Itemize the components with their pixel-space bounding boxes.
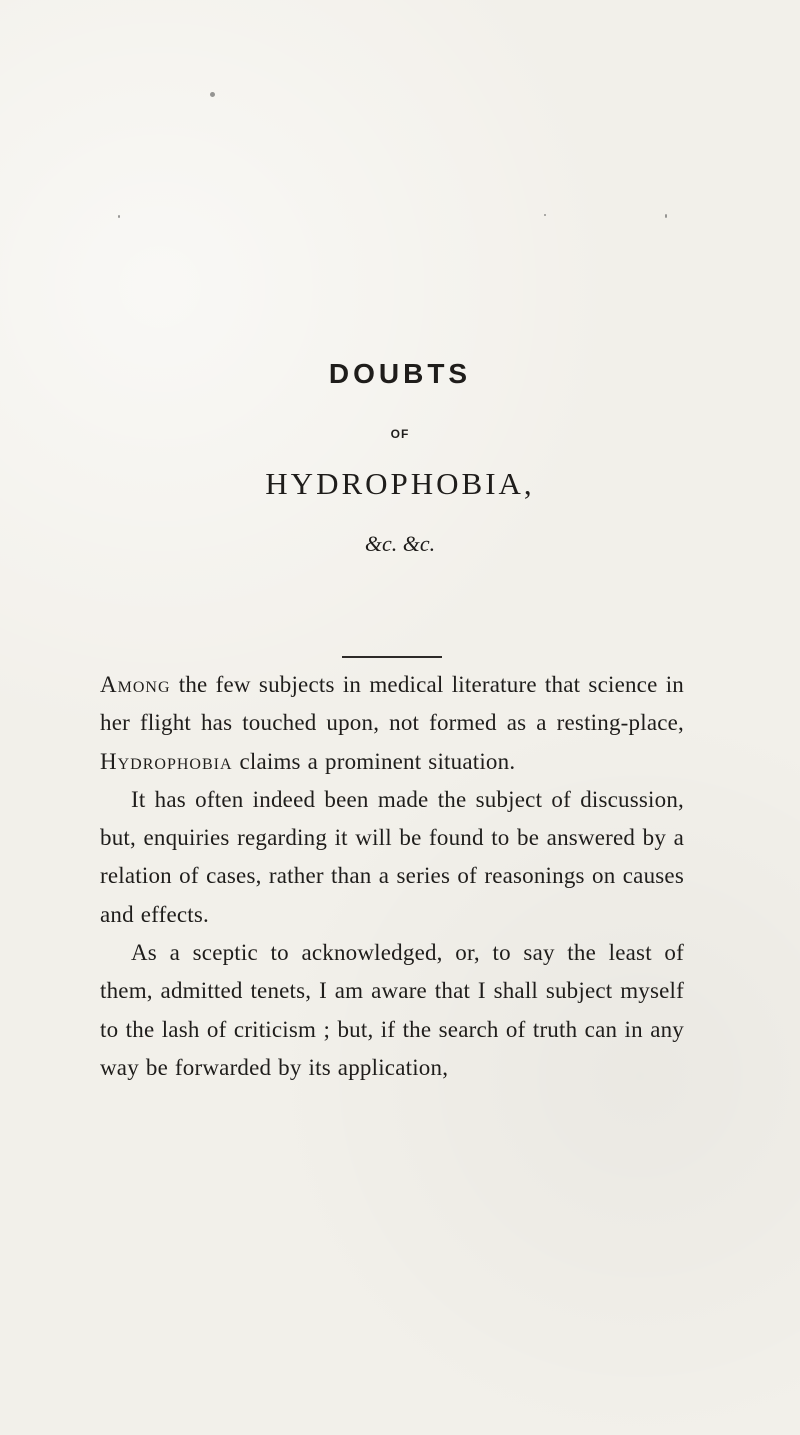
section-divider xyxy=(342,656,442,658)
book-subject: HYDROPHOBIA, xyxy=(265,466,535,501)
paragraph-text: claims a prominent situation. xyxy=(232,748,516,774)
book-title: DOUBTS xyxy=(328,358,472,389)
ink-speck xyxy=(665,214,667,218)
paragraph-1 xyxy=(100,666,684,781)
paragraph-3: As a sceptic to acknowledged, or, to say the least of them, admitted tenets, I am aware that I shall subject myself to the lash of criticism ; but, if the search of truth can in any way be forwarded by its application, xyxy=(100,940,684,1080)
lead-word: Among xyxy=(100,672,171,697)
body-text xyxy=(100,666,684,1087)
title-block xyxy=(0,360,800,555)
paragraph-text: the few subjects in medical literature that science in her flight has touched upon, not formed as a resting-place, xyxy=(100,672,684,736)
term-hydrophobia: Hydrophobia xyxy=(100,748,233,774)
book-etc: &c. &c. xyxy=(364,531,436,556)
paragraph-2: It has often indeed been made the subject of discussion, but, enquiries regarding it will be found to be answered by a relation of cases, rather than a series of reasonings on causes and effects. xyxy=(100,786,684,927)
ink-speck xyxy=(544,214,546,216)
book-title-of: OF xyxy=(390,427,410,441)
ink-speck xyxy=(118,215,120,218)
ink-speck xyxy=(210,92,215,97)
